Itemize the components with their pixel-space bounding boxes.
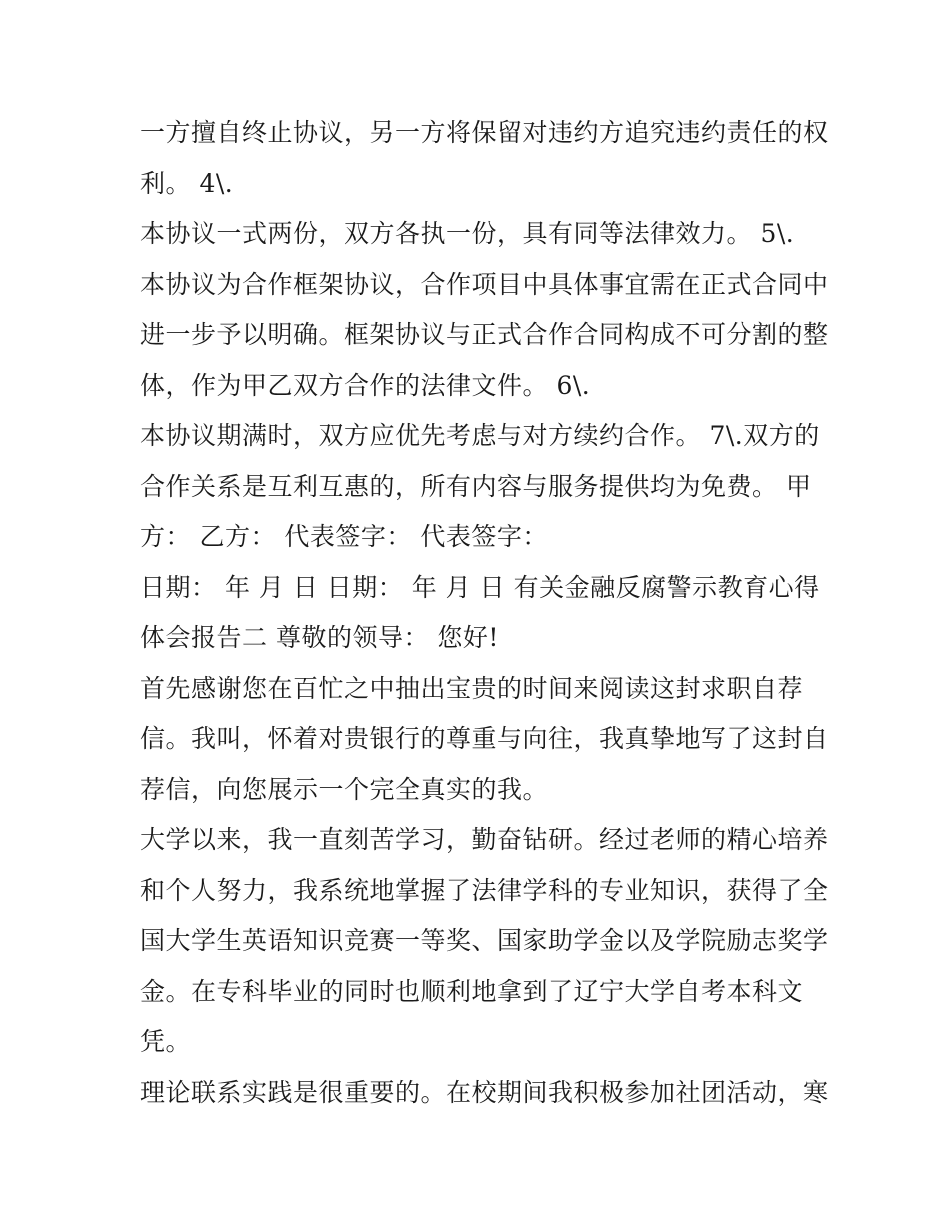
text-line: 和个人努力，我系统地掌握了法律学科的专业知识，获得了全 xyxy=(140,875,829,905)
text-line: 首先感谢您在百忙之中抽出宝贵的时间来阅读这封求职自荐 xyxy=(140,673,804,703)
text-line: 理论联系实践是很重要的。在校期间我积极参加社团活动，寒 xyxy=(140,1077,829,1107)
text-line: 利。 4\. xyxy=(140,168,234,198)
text-line: 体，作为甲乙双方合作的法律文件。 6\. xyxy=(140,370,591,400)
text-line: 荐信，向您展示一个完全真实的我。 xyxy=(140,774,549,804)
text-line: 合作关系是互利互惠的，所有内容与服务提供均为免费。 甲 xyxy=(140,471,812,501)
text-line: 本协议期满时，双方应优先考虑与对方续约合作。 7\.双方的 xyxy=(140,421,820,450)
text-line: 进一步予以明确。框架协议与正式合作合同构成不可分割的整 xyxy=(140,320,829,349)
document-body-text xyxy=(140,108,829,1118)
text-line: 日期： 年 月 日 日期： 年 月 日 有关金融反腐警示教育心得 xyxy=(140,572,820,602)
text-line: 体会报告二 尊敬的领导： 您好! xyxy=(140,623,499,652)
text-line: 本协议一式两份，双方各执一份，具有同等法律效力。 5\. xyxy=(140,219,795,248)
text-line: 方： 乙方： 代表签字： 代表签字： xyxy=(140,522,548,551)
text-line: 一方擅自终止协议，另一方将保留对违约方追究违约责任的权 xyxy=(140,118,829,147)
text-line: 凭。 xyxy=(140,1027,192,1056)
text-line: 本协议为合作框架协议，合作项目中具体事宜需在正式合同中 xyxy=(140,269,829,299)
text-line: 金。在专科毕业的同时也顺利地拿到了辽宁大学自考本科文 xyxy=(140,976,804,1006)
text-line: 国大学生英语知识竞赛一等奖、国家助学金以及学院励志奖学 xyxy=(140,926,829,955)
text-line: 信。我叫，怀着对贵银行的尊重与向往，我真挚地写了这封自 xyxy=(140,724,829,753)
text-line: 大学以来，我一直刻苦学习，勤奋钻研。经过老师的精心培养 xyxy=(140,825,829,854)
